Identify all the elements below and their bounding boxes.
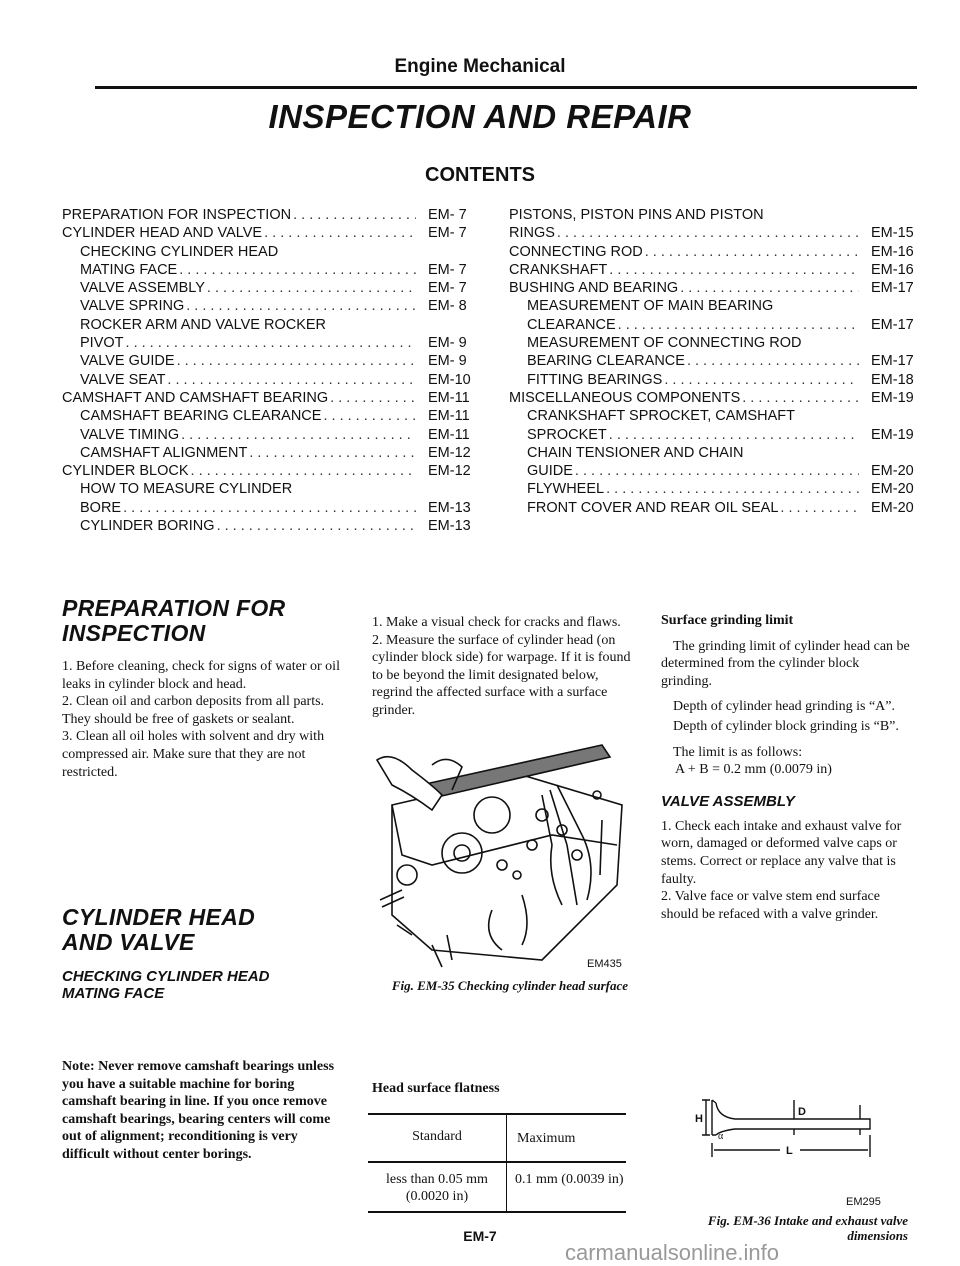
valve-label-alpha: α	[718, 1131, 724, 1142]
figure-code-em435: EM435	[587, 958, 622, 970]
toc-entry-page: EM-16	[871, 243, 914, 260]
valve-label-d: D	[798, 1106, 806, 1118]
toc-entry-label: MATING FACE	[80, 261, 178, 278]
table-header-maximum: Maximum	[517, 1131, 576, 1146]
toc-entry-label: CYLINDER BORING	[80, 518, 215, 535]
running-header: Engine Mechanical	[394, 56, 566, 77]
watermark: carmanualsonline.info	[565, 1240, 780, 1265]
prep-item-3: 3. Clean all oil holes with solvent and dry with compressed air. Make sure that they are not restricted.	[62, 729, 325, 780]
valve-assembly-heading: VALVE ASSEMBLY	[661, 792, 795, 810]
toc-entry-label: PISTONS, PISTON PINS AND PISTON	[509, 207, 764, 223]
toc-entry	[62, 243, 480, 261]
toc-entry	[62, 480, 480, 498]
valve-item-2: 2. Valve face or valve stem end surface should be refaced with a valve grinder.	[661, 889, 880, 922]
toc-leader-dots	[609, 261, 859, 279]
valve-item-1: 1. Check each intake and exhaust valve for worn, damaged or deformed valve caps or stems. Correct or replace any valve that is faulty.	[661, 818, 902, 887]
grinding-text-4: The limit is as follows:	[673, 744, 803, 760]
toc-entry-page: EM- 9	[428, 353, 467, 370]
toc-entry	[62, 352, 480, 370]
toc-entry	[509, 371, 923, 389]
toc-entry-label: GUIDE	[527, 463, 573, 480]
grinding-text-2: Depth of cylinder head grinding is “A”.	[673, 699, 895, 715]
toc-entry-label: MISCELLANEOUS COMPONENTS	[509, 389, 741, 406]
toc-leader-dots	[609, 426, 859, 444]
toc-entry-label: MEASUREMENT OF CONNECTING ROD	[527, 335, 802, 352]
toc-entry	[62, 517, 480, 535]
toc-entry-page: EM- 7	[428, 207, 467, 223]
toc-entry	[62, 426, 480, 444]
toc-entry-label: FRONT COVER AND REAR OIL SEAL	[527, 499, 779, 516]
toc-leader-dots	[123, 499, 416, 517]
toc-leader-dots	[664, 371, 859, 389]
toc-entry	[509, 243, 923, 261]
toc-leader-dots	[249, 444, 416, 462]
toc-leader-dots	[780, 499, 859, 517]
table-cell-standard: less than 0.05 mm (0.0020 in)	[368, 1163, 507, 1211]
toc-entry-label: SPROCKET	[527, 426, 607, 443]
toc-entry-page: EM- 9	[428, 335, 467, 352]
toc-entry-label: CHAIN TENSIONER AND CHAIN	[527, 444, 744, 461]
toc-entry	[62, 279, 480, 297]
toc-entry-page: EM-13	[428, 499, 471, 516]
toc-entry-page: EM-19	[871, 426, 914, 443]
toc-entry	[509, 499, 923, 517]
toc-right-column	[509, 206, 923, 517]
note-text: Note: Never remove camshaft bearings unless you have a suitable machine for boring camshaft bearing in line. If you once remove camshaft bearings, bearing centers will come out of alignment; reconditioning is very difficult without center borings.	[62, 1059, 335, 1162]
toc-entry-label: CAMSHAFT ALIGNMENT	[80, 444, 248, 461]
toc-entry-page: EM-18	[871, 371, 914, 388]
toc-entry	[62, 206, 480, 224]
toc-entry	[509, 206, 923, 224]
toc-leader-dots	[323, 407, 416, 425]
toc-entry-label: RINGS	[509, 225, 555, 242]
toc-entry	[62, 224, 480, 242]
toc-entry	[509, 426, 923, 444]
table-cell-maximum: 0.1 mm (0.0039 in)	[515, 1172, 624, 1187]
cylinder-head-check-figure	[372, 735, 634, 975]
toc-entry-label: CYLINDER BLOCK	[62, 463, 189, 480]
subsection-heading-checking: CHECKING CYLINDER HEAD MATING FACE	[62, 968, 270, 1002]
toc-entry	[509, 279, 923, 297]
toc-entry	[62, 297, 480, 315]
toc-entry-label: FLYWHEEL	[527, 481, 605, 498]
toc-entry-label: BEARING CLEARANCE	[527, 353, 685, 370]
prep-item-1: 1. Before cleaning, check for signs of water or oil leaks in cylinder block and head.	[62, 659, 340, 692]
toc-entry	[62, 334, 480, 352]
grinding-text-3: Depth of cylinder block grinding is “B”.	[673, 718, 899, 734]
toc-entry-page: EM-12	[428, 463, 471, 480]
figure-em36-caption: Fig. EM-36 Intake and exhaust valve dimensions	[707, 1213, 908, 1243]
toc-entry	[509, 224, 923, 242]
toc-entry	[509, 444, 923, 462]
toc-entry-label: CYLINDER HEAD AND VALVE	[62, 225, 263, 242]
column-3	[661, 612, 911, 923]
check-item-1: 1. Make a visual check for cracks and flaws.	[372, 615, 621, 630]
toc-entry-label: FITTING BEARINGS	[527, 371, 663, 388]
toc-entry-label: CONNECTING ROD	[509, 243, 643, 260]
section-heading-cylinder-head: CYLINDER HEAD AND VALVE	[62, 904, 256, 955]
flatness-heading: Head surface flatness	[372, 1081, 500, 1096]
toc-entry-page: EM-11	[428, 389, 470, 406]
toc-entry-page: EM-11	[428, 408, 470, 425]
toc-leader-dots	[177, 352, 416, 370]
grinding-limit-heading: Surface grinding limit	[661, 613, 794, 628]
toc-leader-dots	[606, 480, 859, 498]
grinding-limit-formula: A + B = 0.2 mm (0.0079 in)	[675, 762, 832, 778]
toc-entry-label: CAMSHAFT BEARING CLEARANCE	[80, 408, 322, 425]
toc-leader-dots	[264, 224, 416, 242]
toc-entry	[62, 407, 480, 425]
toc-entry-page: EM- 7	[428, 261, 467, 278]
toc-entry-label: CRANKSHAFT SPROCKET, CAMSHAFT	[527, 408, 796, 425]
toc-entry-label: CLEARANCE	[527, 316, 616, 333]
toc-entry-page: EM-20	[871, 499, 914, 516]
toc-entry	[62, 371, 480, 389]
toc-entry-label: BORE	[80, 499, 122, 516]
header-rule	[95, 86, 917, 89]
toc-entry-label: BUSHING AND BEARING	[509, 280, 679, 297]
toc-entry	[62, 261, 480, 279]
toc-entry-label: VALVE TIMING	[80, 426, 180, 443]
toc-entry	[509, 480, 923, 498]
toc-entry	[62, 499, 480, 517]
toc-entry-page: EM-20	[871, 481, 914, 498]
toc-leader-dots	[680, 279, 859, 297]
toc-entry-label: CHECKING CYLINDER HEAD	[80, 243, 279, 260]
toc-leader-dots	[126, 334, 416, 352]
toc-entry-page: EM-16	[871, 261, 914, 278]
column-1	[62, 596, 342, 781]
toc-entry-label: MEASUREMENT OF MAIN BEARING	[527, 298, 774, 315]
toc-entry-page: EM-17	[871, 316, 914, 333]
toc-entry-page: EM-11	[428, 426, 470, 443]
table-header-standard: Standard	[368, 1115, 507, 1161]
toc-leader-dots	[217, 517, 416, 535]
toc-leader-dots	[687, 352, 859, 370]
flatness-table	[368, 1113, 626, 1213]
toc-leader-dots	[167, 371, 416, 389]
toc-entry	[509, 334, 923, 352]
toc-entry-label: VALVE SEAT	[80, 371, 166, 388]
toc-entry	[509, 352, 923, 370]
toc-entry-label: PREPARATION FOR INSPECTION	[62, 207, 292, 223]
toc-entry-page: EM-13	[428, 518, 471, 535]
toc-entry	[509, 316, 923, 334]
toc-entry-page: EM- 8	[428, 298, 467, 315]
toc-leader-dots	[645, 243, 859, 261]
check-item-2: 2. Measure the surface of cylinder head (on cylinder block side) for warpage. If it is found to be beyond the limit designated below, regrind the affected surface with a surface grinder.	[372, 632, 631, 718]
toc-entry-page: EM-17	[871, 280, 914, 297]
contents-heading: CONTENTS	[425, 164, 535, 186]
toc-entry-label: VALVE ASSEMBLY	[80, 280, 205, 297]
toc-leader-dots	[742, 389, 859, 407]
toc-entry-label: PIVOT	[80, 335, 124, 352]
toc-entry	[62, 444, 480, 462]
toc-leader-dots	[293, 206, 416, 224]
toc-left-column	[62, 206, 480, 535]
grinding-text-1: The grinding limit of cylinder head can be determined from the cylinder block grinding.	[661, 638, 910, 689]
toc-leader-dots	[191, 462, 416, 480]
page-title: INSPECTION AND REPAIR	[268, 98, 692, 135]
toc-entry	[509, 297, 923, 315]
toc-entry	[509, 389, 923, 407]
toc-entry-label: HOW TO MEASURE CYLINDER	[80, 481, 293, 498]
prep-item-2: 2. Clean oil and carbon deposits from all parts. They should be free of gaskets or sealant.	[62, 694, 325, 727]
toc-entry	[62, 462, 480, 480]
column-2	[372, 614, 632, 720]
toc-leader-dots	[618, 316, 859, 334]
toc-entry-label: ROCKER ARM AND VALVE ROCKER	[80, 316, 327, 333]
toc-entry-page: EM- 7	[428, 225, 467, 242]
toc-leader-dots	[207, 279, 416, 297]
toc-entry-page: EM-15	[871, 225, 914, 242]
toc-entry-page: EM-20	[871, 463, 914, 480]
toc-entry	[509, 462, 923, 480]
toc-entry-label: CRANKSHAFT	[509, 261, 608, 278]
toc-entry-page: EM-12	[428, 444, 471, 461]
valve-label-l: L	[786, 1145, 793, 1157]
valve-dimensions-figure	[690, 1095, 890, 1175]
toc-leader-dots	[330, 389, 416, 407]
toc-entry-page: EM-17	[871, 353, 914, 370]
toc-entry-page: EM-10	[428, 371, 471, 388]
toc-leader-dots	[186, 297, 416, 315]
toc-entry	[62, 389, 480, 407]
section-heading-preparation: PREPARATION FOR INSPECTION	[62, 595, 286, 646]
toc-entry-page: EM-19	[871, 389, 914, 406]
toc-leader-dots	[179, 261, 416, 279]
toc-entry	[509, 407, 923, 425]
toc-leader-dots	[181, 426, 416, 444]
toc-entry-page: EM- 7	[428, 280, 467, 297]
toc-entry	[509, 261, 923, 279]
toc-entry	[62, 316, 480, 334]
toc-entry-label: VALVE GUIDE	[80, 353, 175, 370]
valve-label-h: H	[695, 1113, 703, 1125]
page-number: EM-7	[463, 1228, 497, 1244]
figure-em35-caption: Fig. EM-35 Checking cylinder head surface	[391, 978, 628, 993]
toc-leader-dots	[575, 462, 859, 480]
toc-entry-label: CAMSHAFT AND CAMSHAFT BEARING	[62, 389, 329, 406]
toc-entry-label: VALVE SPRING	[80, 298, 185, 315]
toc-leader-dots	[557, 224, 859, 242]
figure-code-em295: EM295	[846, 1196, 881, 1208]
